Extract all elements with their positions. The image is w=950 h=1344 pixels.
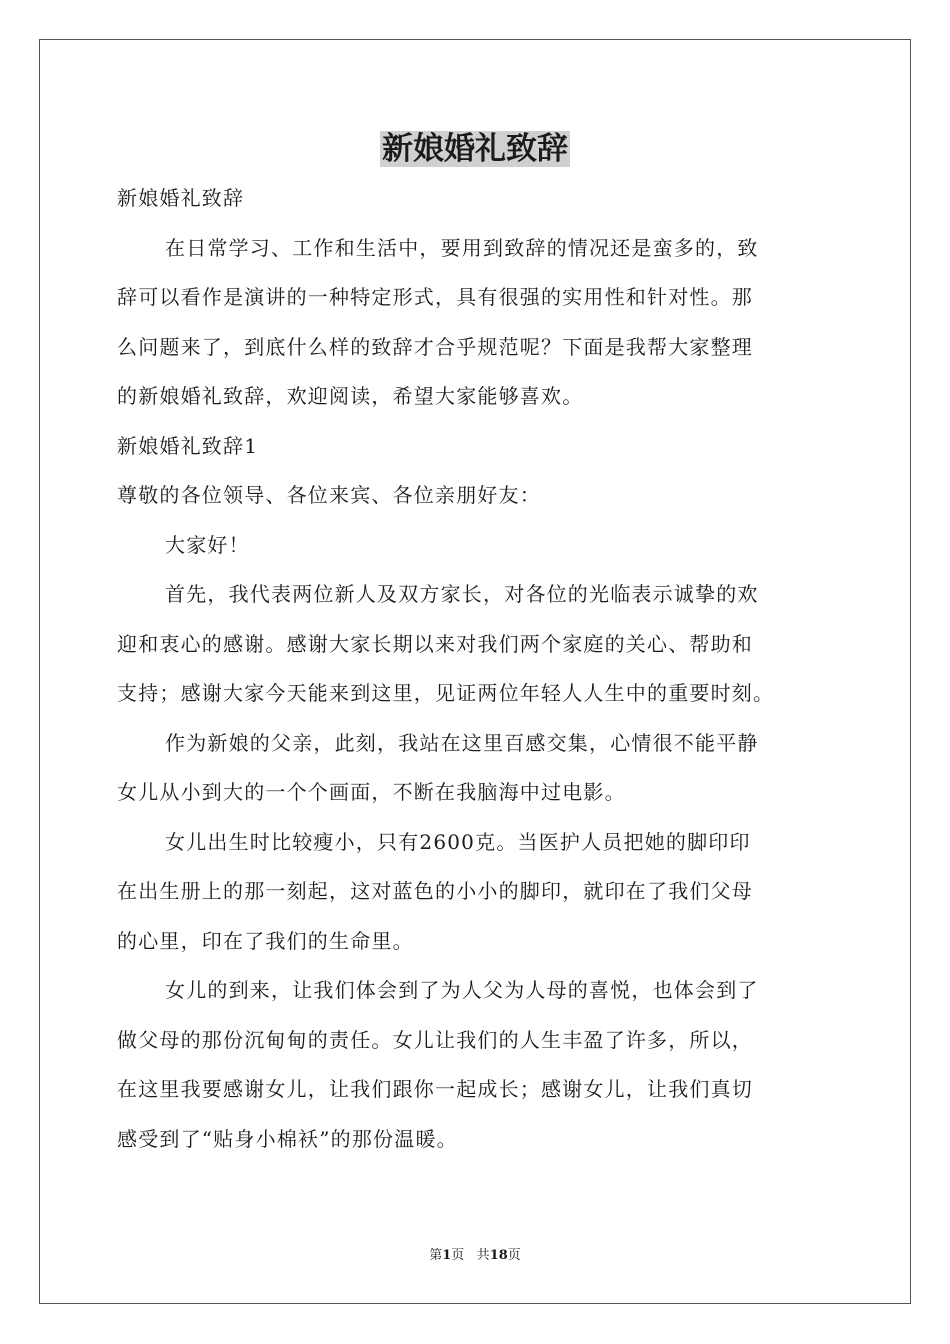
text-line: 女儿从小到大的一个个画面，不断在我脑海中过电影。 <box>117 780 626 804</box>
text-line: 尊敬的各位领导、各位来宾、各位亲朋好友： <box>117 483 541 507</box>
text-line: 在这里我要感谢女儿，让我们跟你一起成长；感谢女儿，让我们真切 <box>117 1077 753 1101</box>
text-line: 感受到了“贴身小棉袄”的那份温暖。 <box>117 1126 458 1151</box>
text-line: 女儿的到来，让我们体会到了为人父为人母的喜悦，也体会到了 <box>165 978 759 1002</box>
text-line: 新娘婚礼致辞1 <box>117 433 259 458</box>
text-line: 在日常学习、工作和生活中，要用到致辞的情况还是蛮多的，致 <box>165 235 759 260</box>
text-line: 女儿出生时比较瘦小，只有2600克。当医护人员把她的脚印印 <box>165 829 751 854</box>
text-line: 做父母的那份沉甸甸的责任。女儿让我们的人生丰盈了许多，所以， <box>117 1027 753 1052</box>
footer-page-suffix: 页 <box>451 1248 465 1263</box>
text-line: 支持；感谢大家今天能来到这里，见证两位年轻人人生中的重要时刻。 <box>117 681 775 705</box>
text-line: 新娘婚礼致辞 <box>117 186 245 210</box>
text-line: 迎和衷心的感谢。感谢大家长期以来对我们两个家庭的关心、帮助和 <box>117 631 753 656</box>
document-title-text: 新娘婚礼致辞 <box>382 131 568 167</box>
footer-page-prefix: 第 <box>429 1248 443 1263</box>
footer-total-prefix: 共 <box>476 1248 490 1263</box>
document-body <box>117 174 849 1164</box>
page-footer <box>0 1246 950 1266</box>
footer-total-suffix: 页 <box>507 1248 521 1263</box>
footer-page-number: 1 <box>442 1248 452 1263</box>
text-line: 辞可以看作是演讲的一种特定形式，具有很强的实用性和针对性。那 <box>117 285 753 309</box>
document-title <box>0 127 950 171</box>
text-line: 在出生册上的那一刻起，这对蓝色的小小的脚印，就印在了我们父母 <box>117 879 753 903</box>
text-line: 首先，我代表两位新人及双方家长，对各位的光临表示诚挚的欢 <box>165 582 759 606</box>
text-line: 的新娘婚礼致辞，欢迎阅读，希望大家能够喜欢。 <box>117 384 584 408</box>
text-line: 作为新娘的父亲，此刻，我站在这里百感交集，心情很不能平静 <box>165 730 759 755</box>
text-line: 的心里，印在了我们的生命里。 <box>117 928 414 953</box>
text-line: 大家好！ <box>165 532 250 557</box>
text-line: 么问题来了，到底什么样的致辞才合乎规范呢？下面是我帮大家整理 <box>117 334 753 359</box>
footer-total-pages: 18 <box>489 1248 508 1263</box>
